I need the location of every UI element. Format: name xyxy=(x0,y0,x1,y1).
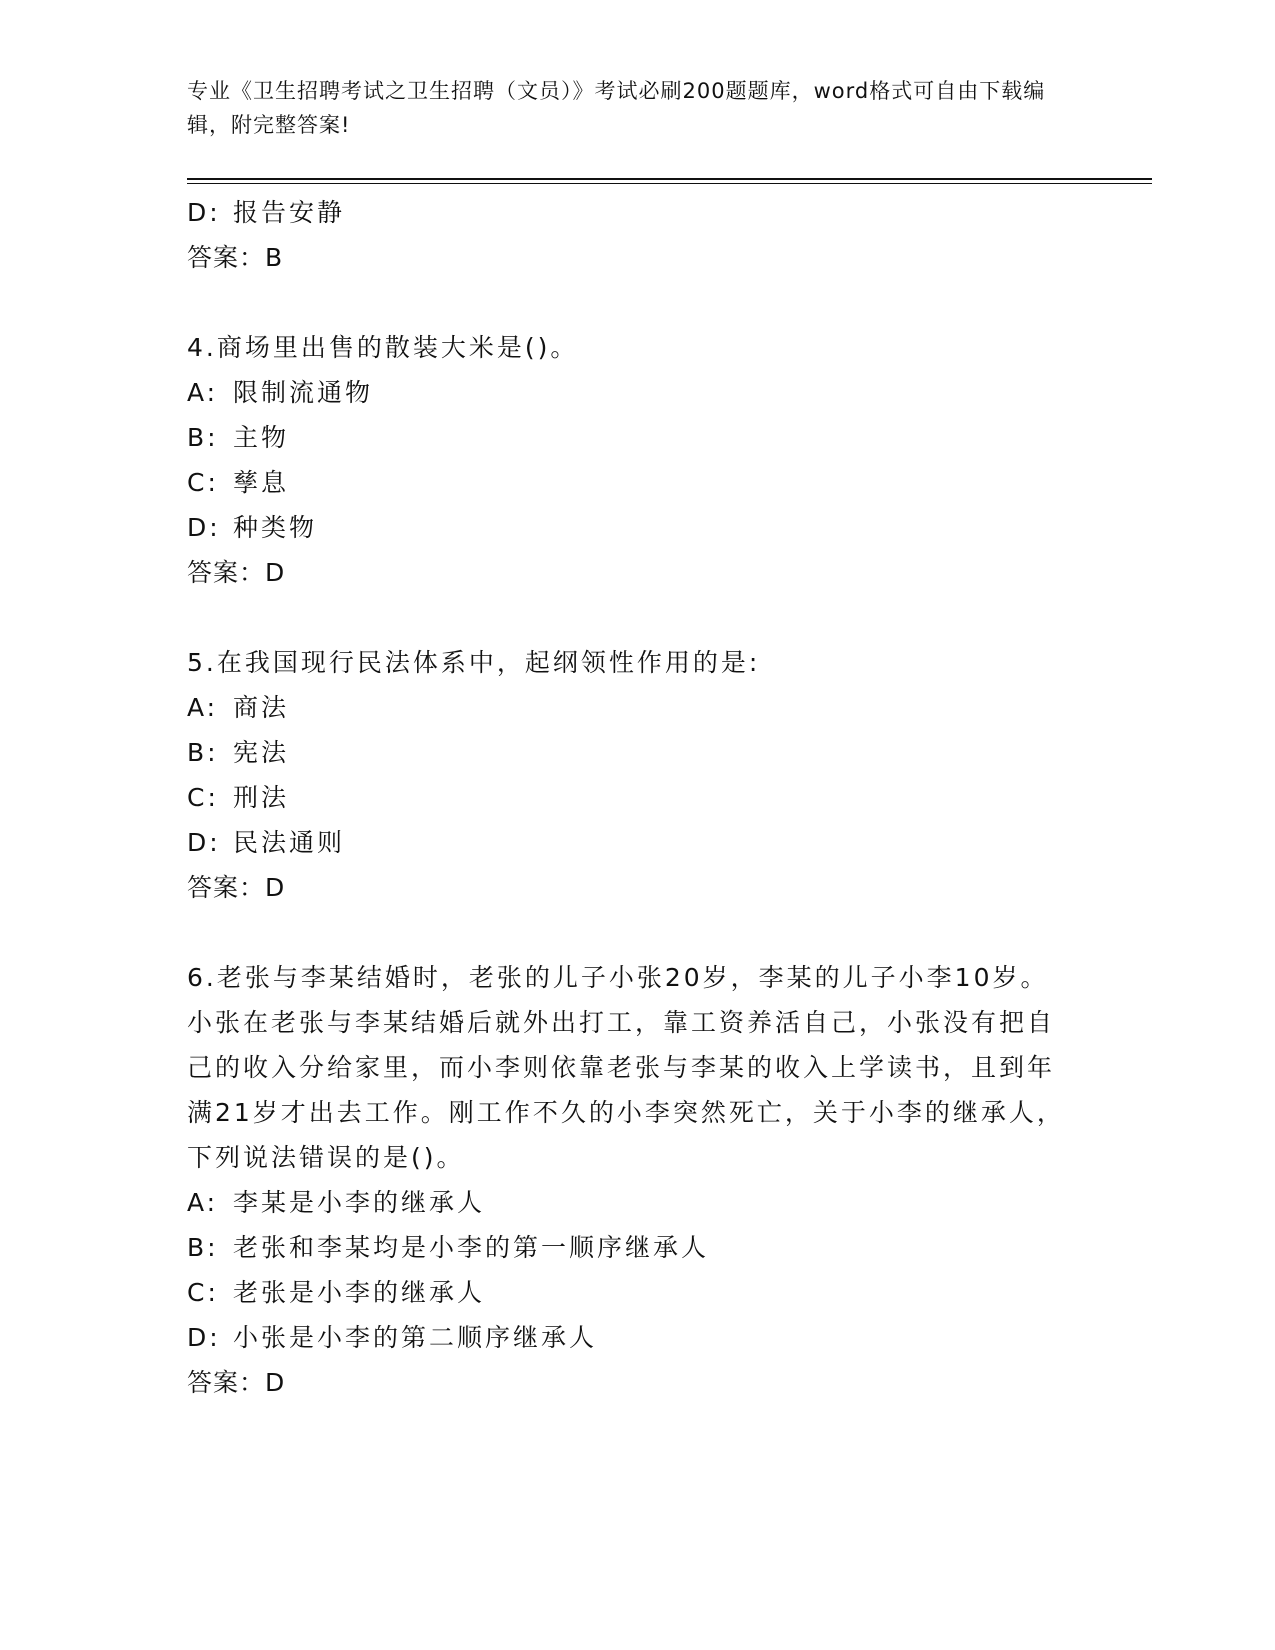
answer-line: 答案：D xyxy=(187,873,286,902)
option-a: A: 限制流通物 xyxy=(187,378,374,407)
option-b: B: 主物 xyxy=(187,423,290,452)
question-stem: 5.在我国现行民法体系中，起纲领性作用的是: xyxy=(187,648,761,677)
option-b: B: 宪法 xyxy=(187,738,290,767)
question-stem: 4.商场里出售的散装大米是()。 xyxy=(187,333,579,362)
question-stem: 6.老张与李某结婚时，老张的儿子小张20岁，李某的儿子小李10岁。小张在老张与李某结婚后就外出打工，靠工资养活自己，小张没有把自己的收入分给家里，而小李则依靠老张与李某的收入上学读书，且到年满21岁才出去工作。刚工作不久的小李突然死亡，关于小李的继承人，下列说法错误的是()。 xyxy=(187,963,1065,1172)
header-rule-thin xyxy=(187,183,1152,184)
header-rule-thick xyxy=(187,178,1152,180)
option-c: C: 刑法 xyxy=(187,783,290,812)
document-header: 专业《卫生招聘考试之卫生招聘（文员）》考试必刷200题题库，word格式可自由下载编辑，附完整答案! xyxy=(187,79,1046,137)
answer-line: 答案：D xyxy=(187,558,286,587)
option-a: A: 商法 xyxy=(187,693,290,722)
question-list xyxy=(187,190,1067,1405)
option-a: A: 李某是小李的继承人 xyxy=(187,1188,486,1217)
option-d: D: 小张是小李的第二顺序继承人 xyxy=(187,1323,598,1352)
option-b: B: 老张和李某均是小李的第一顺序继承人 xyxy=(187,1233,710,1262)
answer-line: 答案：B xyxy=(187,243,284,272)
option-d: D: 种类物 xyxy=(187,513,318,542)
option-d: D: 民法通则 xyxy=(187,828,346,857)
option-d: D: 报告安静 xyxy=(187,198,346,227)
option-c: C: 孳息 xyxy=(187,468,290,497)
option-c: C: 老张是小李的继承人 xyxy=(187,1278,486,1307)
answer-line: 答案：D xyxy=(187,1368,286,1397)
